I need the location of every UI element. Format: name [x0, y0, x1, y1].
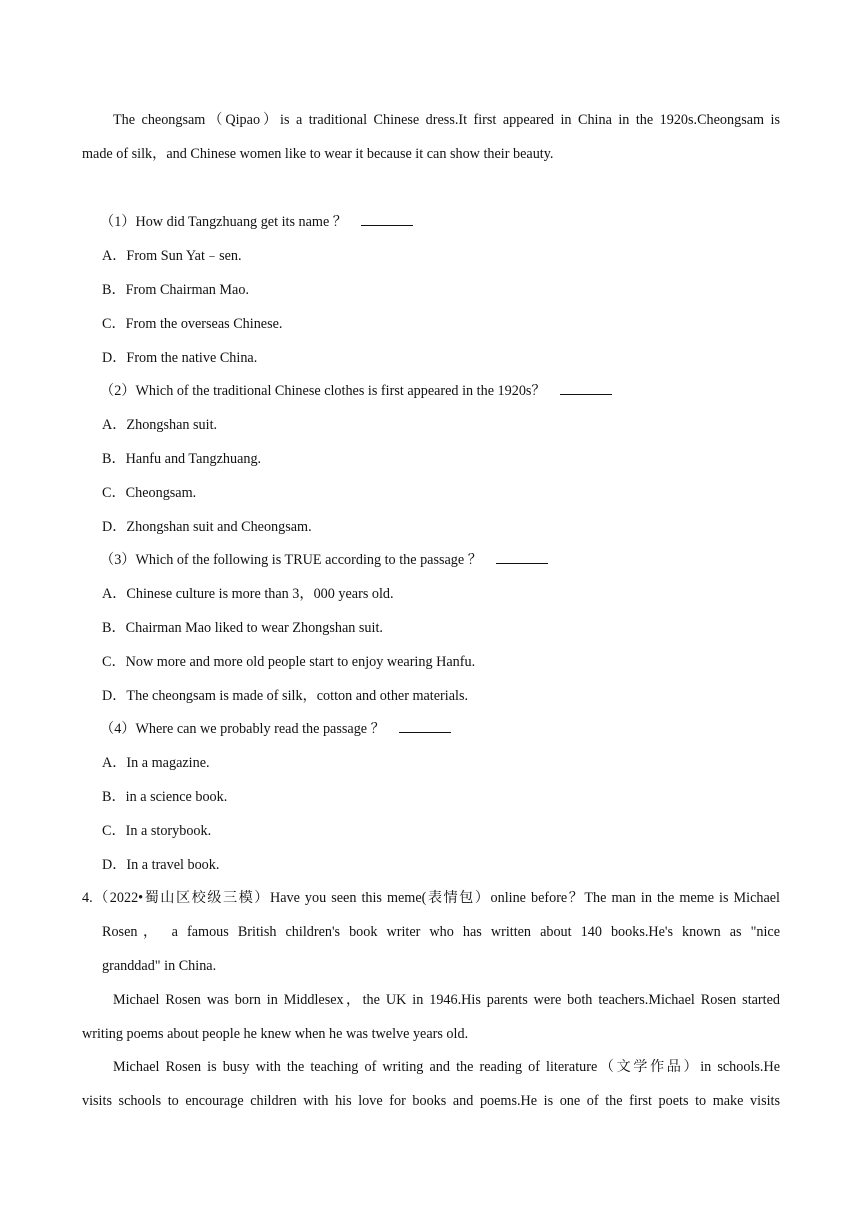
reading-4-line-3: granddad" in China. [102, 958, 217, 974]
question-3-option-c: C．Now more and more old people start to enjoy wearing Hanfu. [102, 654, 476, 670]
reading-4-paragraph-2-line-2: writing poems about people he knew when he was twelve years old. [82, 1026, 469, 1042]
answer-blank[interactable] [361, 213, 413, 226]
question-1-stem: （1）How did Tangzhuang get its name ？ [100, 212, 413, 232]
answer-blank[interactable] [399, 720, 451, 733]
question-4-option-a: A．In a magazine. [102, 755, 210, 771]
answer-blank[interactable] [560, 382, 612, 395]
reading-4-line-2: Rosen， a famous British children's book writer who has written about 140 books.He's known as "nice [102, 924, 780, 940]
question-1-option-d: D．From the native China. [102, 350, 258, 366]
question-2-option-c: C．Cheongsam. [102, 485, 197, 501]
reading-4-line-1: 4.（2022•蜀山区校级三模）Have you seen this meme(表情包）online before？The man in the meme is Michael [82, 890, 780, 906]
question-3-option-d: D．The cheongsam is made of silk，cotton and other materials. [102, 688, 469, 704]
question-1-option-c: C．From the overseas Chinese. [102, 316, 283, 332]
question-2-option-b: B．Hanfu and Tangzhuang. [102, 451, 262, 467]
question-3-option-a: A．Chinese culture is more than 3，000 years old. [102, 586, 394, 602]
question-4-option-c: C．In a storybook. [102, 823, 212, 839]
question-2-option-a: A．Zhongshan suit. [102, 417, 218, 433]
reading-4-paragraph-2-line-1: Michael Rosen was born in Middlesex，the UK in 1946.His parents were both teachers.Michael Rosen started [113, 992, 780, 1008]
answer-blank[interactable] [496, 551, 548, 564]
passage-line-1: The cheongsam（Qipao）is a traditional Chinese dress.It first appeared in China in the 1920s.Cheongsam is [113, 112, 780, 128]
question-4-stem: （4）Where can we probably read the passage ？ [100, 719, 451, 739]
question-1-option-b: B．From Chairman Mao. [102, 282, 249, 298]
question-2-option-d: D．Zhongshan suit and Cheongsam. [102, 519, 312, 535]
question-3-stem: （3）Which of the following is TRUE according to the passage ？ [100, 550, 548, 570]
reading-4-paragraph-3-line-2: visits schools to encourage children with his love for books and poems.He is one of the first poets to make visits [82, 1093, 780, 1109]
reading-4-paragraph-3-line-1: Michael Rosen is busy with the teaching of writing and the reading of literature（文学作品）in schools.He [113, 1059, 780, 1075]
question-2-stem: （2）Which of the traditional Chinese clothes is first appeared in the 1920s？ [100, 381, 612, 401]
question-1-option-a: A．From Sun Yat﹣sen. [102, 248, 242, 264]
passage-line-2: made of silk，and Chinese women like to wear it because it can show their beauty. [82, 146, 554, 162]
question-4-option-b: B．in a science book. [102, 789, 228, 805]
question-3-option-b: B．Chairman Mao liked to wear Zhongshan suit. [102, 620, 383, 636]
question-4-option-d: D．In a travel book. [102, 857, 220, 873]
